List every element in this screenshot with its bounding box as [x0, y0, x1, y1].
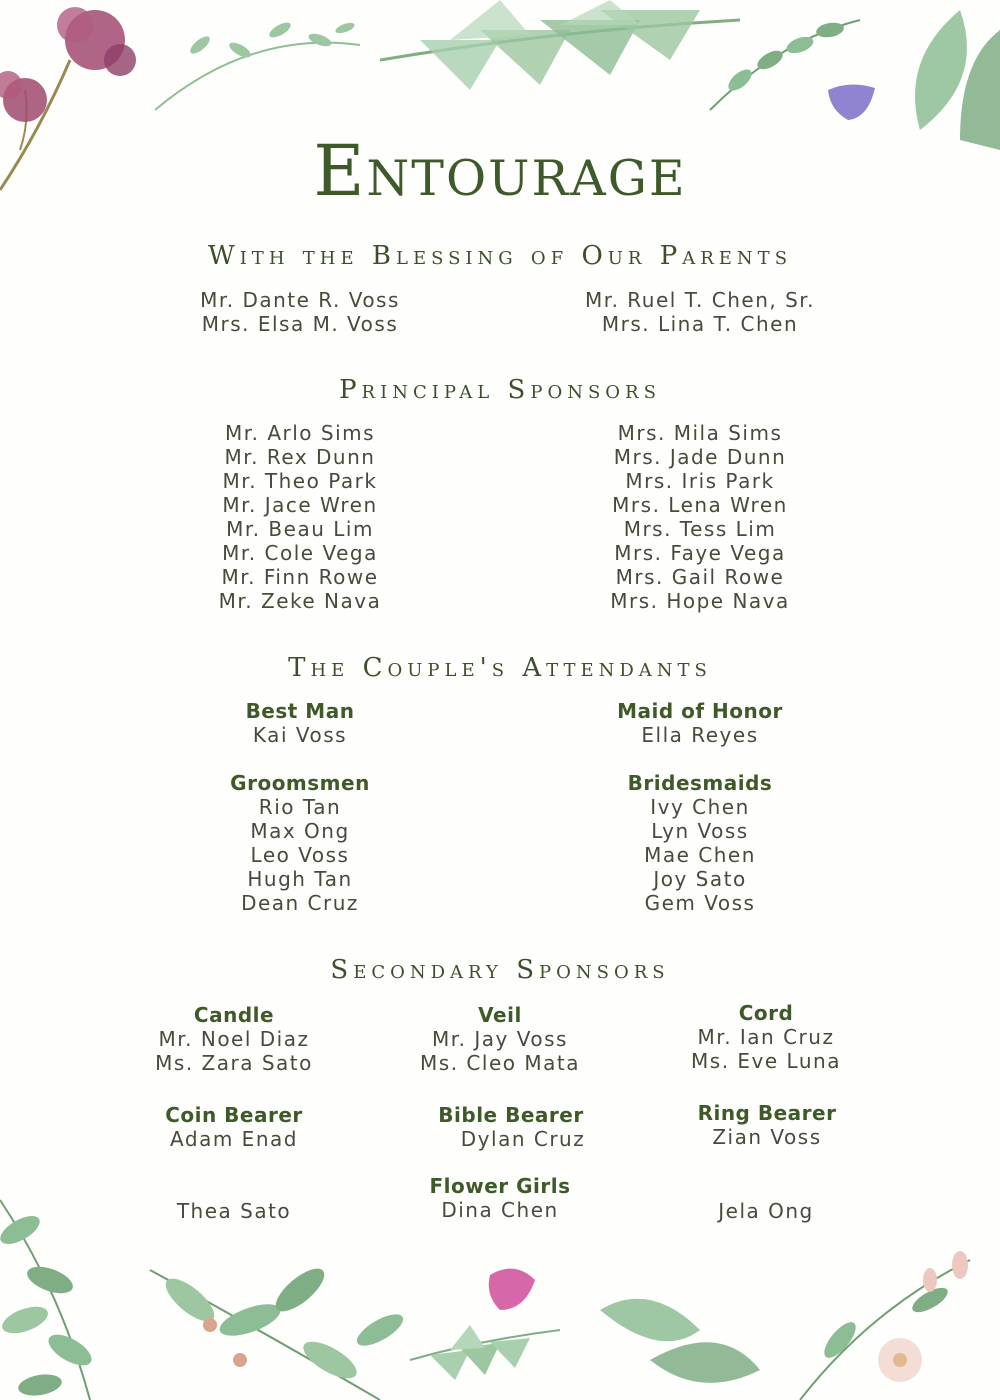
parents-right-list [585, 288, 815, 336]
role-label: Groomsmen [230, 771, 370, 795]
parent-name: Mrs. Elsa M. Voss [201, 312, 399, 336]
dried-flower-top-left-icon [0, 7, 136, 190]
attendant-name: Lyn Voss [651, 819, 749, 843]
flower-girls-group [429, 1174, 570, 1222]
sponsor-name: Mrs. Faye Vega [614, 541, 786, 565]
bearer-name: Dylan Cruz [460, 1127, 586, 1151]
bearer-name: Adam Enad [170, 1127, 298, 1151]
candle-group [155, 1003, 313, 1075]
veil-group [420, 1003, 580, 1075]
page-title: Entourage [313, 130, 687, 212]
sponsor-name: Mrs. Iris Park [625, 469, 775, 493]
role-label: Ring Bearer [697, 1101, 837, 1125]
sponsor-name: Mr. Theo Park [222, 469, 378, 493]
sponsor-name: Mr. Zeke Nava [218, 589, 382, 613]
bearer-name: Zian Voss [712, 1125, 822, 1149]
leaves-bottom-left-icon [0, 1200, 408, 1400]
attendant-name: Ella Reyes [641, 723, 759, 747]
attendant-name: Ivy Chen [650, 795, 750, 819]
principal-right-list [610, 421, 790, 613]
attendant-name: Hugh Tan [247, 867, 353, 891]
sponsor-name: Mrs. Jade Dunn [613, 445, 787, 469]
sponsor-name: Mr. Jay Voss [432, 1027, 568, 1051]
flower-girl-name: Jela Ong [718, 1199, 814, 1223]
role-label: Bridesmaids [627, 771, 773, 795]
sponsor-name: Ms. Cleo Mata [420, 1051, 580, 1075]
role-label: Candle [193, 1003, 275, 1027]
sponsor-name: Mrs. Mila Sims [617, 421, 783, 445]
sponsor-name: Mrs. Gail Rowe [615, 565, 785, 589]
bible-bearer-group [437, 1103, 585, 1151]
attendant-name: Leo Voss [250, 843, 350, 867]
role-label: Maid of Honor [617, 699, 783, 723]
role-label: Bible Bearer [438, 1103, 584, 1127]
attendant-name: Kai Voss [252, 723, 348, 747]
role-label: Cord [738, 1001, 794, 1025]
attendant-name: Rio Tan [258, 795, 342, 819]
sponsor-name: Mr. Rex Dunn [224, 445, 376, 469]
vine-top-left-icon [155, 20, 360, 110]
parent-name: Mrs. Lina T. Chen [601, 312, 799, 336]
principal-left-list [219, 421, 382, 613]
sponsor-name: Ms. Zara Sato [155, 1051, 313, 1075]
flower-girl-name: Thea Sato [176, 1199, 292, 1223]
sponsor-name: Mrs. Hope Nava [610, 589, 790, 613]
role-label: Veil [478, 1003, 522, 1027]
sponsor-name: Mr. Noel Diaz [158, 1027, 310, 1051]
sponsor-name: Mr. Finn Rowe [221, 565, 379, 589]
sponsor-name: Mr. Jace Wren [222, 493, 378, 517]
parent-name: Mr. Ruel T. Chen, Sr. [584, 288, 816, 312]
parent-name: Mr. Dante R. Voss [200, 288, 400, 312]
sponsor-name: Mr. Cole Vega [222, 541, 378, 565]
sponsor-name: Mr. Arlo Sims [224, 421, 376, 445]
attendant-name: Joy Sato [653, 867, 747, 891]
parents-heading: With the Blessing of Our Parents [207, 241, 793, 271]
flower-girl-name: Dina Chen [441, 1198, 559, 1222]
principal-sponsors-heading: Principal Sponsors [339, 375, 661, 405]
attendants-heading: The Couple's Attendants [288, 653, 712, 683]
fern-top-center-icon [380, 0, 740, 90]
parents-left-list [200, 288, 400, 336]
sponsor-name: Mr. Beau Lim [226, 517, 374, 541]
attendant-name: Gem Voss [644, 891, 756, 915]
best-man-group [246, 699, 355, 747]
role-label: Flower Girls [429, 1174, 571, 1198]
attendant-name: Max Ong [250, 819, 350, 843]
cord-group [691, 1001, 841, 1073]
role-label: Coin Bearer [165, 1103, 303, 1127]
sponsor-name: Mr. Ian Cruz [697, 1025, 835, 1049]
fern-bottom-center-icon [410, 1269, 560, 1380]
attendant-name: Mae Chen [644, 843, 756, 867]
attendant-name: Dean Cruz [241, 891, 359, 915]
secondary-sponsors-heading: Secondary Sponsors [330, 955, 670, 985]
maid-of-honor-group [617, 699, 783, 747]
leaves-bottom-right-icon [600, 1251, 970, 1400]
bridesmaids-group [628, 771, 773, 915]
sprig-top-right-icon [710, 20, 875, 120]
groomsmen-group [230, 771, 370, 915]
ring-bearer-group [698, 1101, 837, 1149]
coin-bearer-group [165, 1103, 303, 1151]
sponsor-name: Ms. Eve Luna [691, 1049, 841, 1073]
leaves-top-right-icon [915, 10, 1000, 150]
sponsor-name: Mrs. Lena Wren [612, 493, 788, 517]
role-label: Best Man [245, 699, 355, 723]
sponsor-name: Mrs. Tess Lim [623, 517, 777, 541]
